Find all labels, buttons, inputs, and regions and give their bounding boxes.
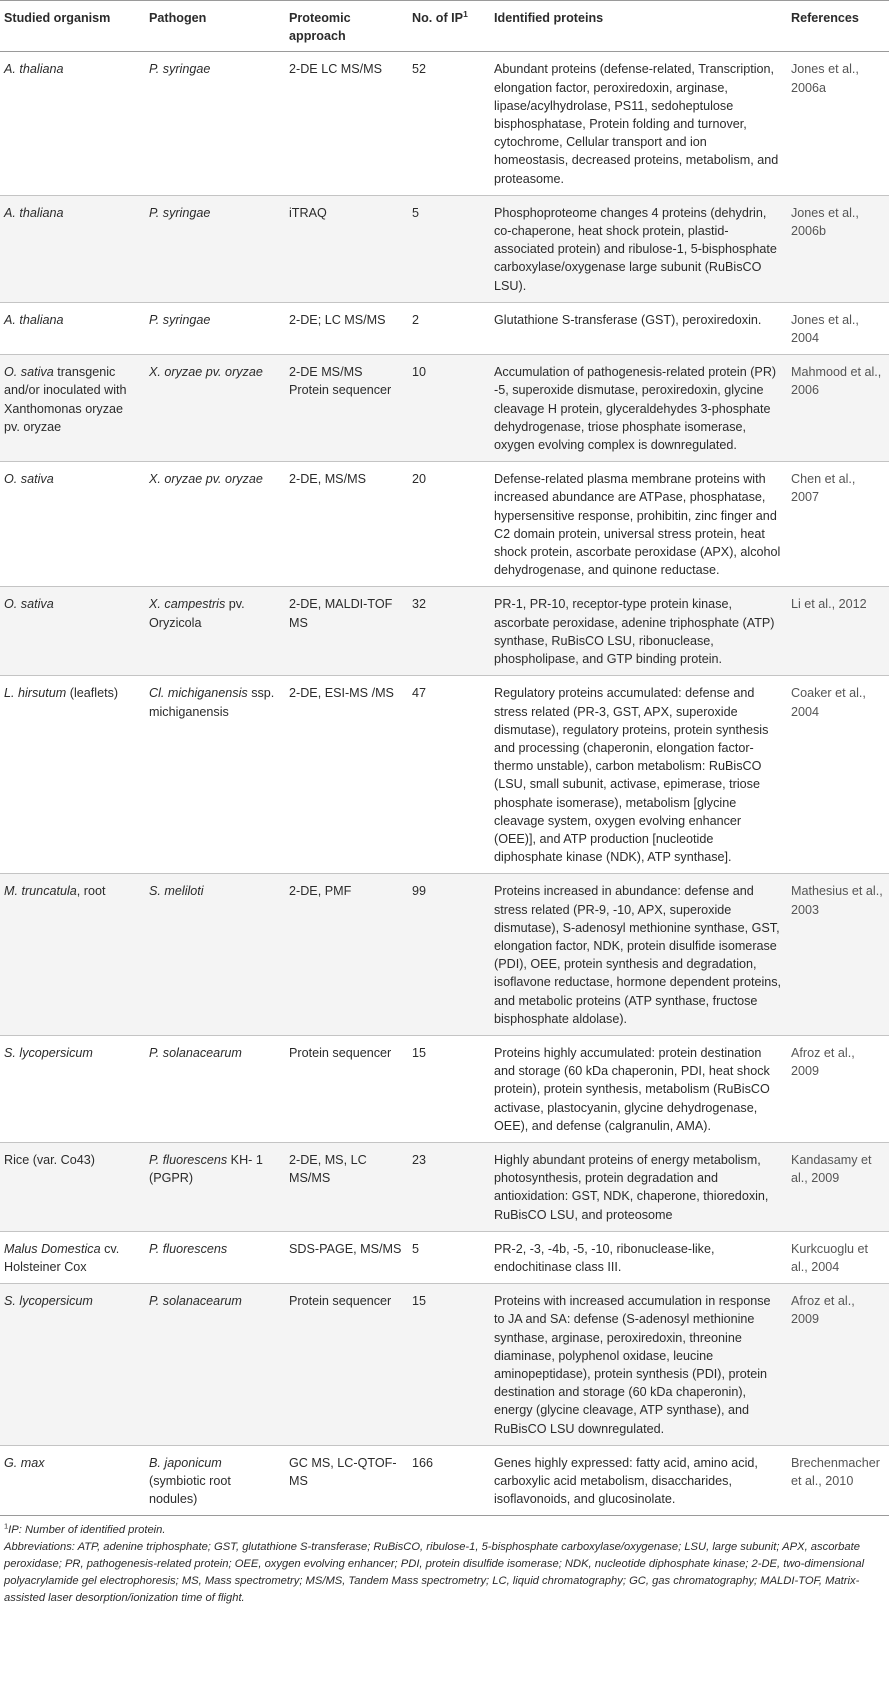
organism-cell (0, 355, 145, 462)
approach-text: 2-DE; LC MS/MS (289, 312, 386, 327)
table-row (0, 1142, 889, 1231)
table-row (0, 1284, 889, 1446)
table-row (0, 1231, 889, 1283)
pathogen-italic: X. campestris (149, 597, 226, 612)
proteins-cell (490, 1035, 787, 1142)
approach-cell (285, 52, 408, 195)
proteins-cell (490, 195, 787, 302)
pathogen-italic: P. syringae (149, 312, 211, 327)
organism-cell (0, 1142, 145, 1231)
pathogen-cell (145, 1284, 285, 1446)
proteins-cell (490, 1231, 787, 1283)
reference-text: Coaker et al., 2004 (791, 686, 866, 719)
pathogen-italic: X. oryzae pv. oryzae (149, 472, 263, 487)
pathogen-rest: ssp. michiganensis (149, 686, 275, 719)
header-approach: Proteomic approach (289, 11, 351, 44)
table-row (0, 302, 889, 354)
organism-italic: O. sativa (4, 597, 54, 612)
organism-cell (0, 1035, 145, 1142)
organism-rest: transgenic and/or inoculated with Xanthomonas oryzae pv. oryzae (4, 365, 127, 434)
reference-cell (787, 1035, 889, 1142)
ip-count-cell (408, 676, 490, 874)
approach-text: Protein sequencer (289, 1045, 392, 1060)
ip-count-cell (408, 1035, 490, 1142)
approach-text: SDS-PAGE, MS/MS (289, 1241, 402, 1256)
ip-count-cell (408, 52, 490, 195)
proteins-text: Defense-related plasma membrane proteins with increased abundance are ATPase, phosphatase, hypersensitive response, prohibitin, zinc finger and C2 domain protein, universal stress protein, heat shock protein, ascorbate peroxidase (APX), alcohol dehydrogenase, and quinone reductase. (494, 472, 781, 578)
ip-count-cell (408, 195, 490, 302)
approach-cell (285, 355, 408, 462)
ip-count: 23 (412, 1152, 427, 1167)
table-row (0, 195, 889, 302)
pathogen-cell (145, 462, 285, 587)
proteins-cell (490, 1445, 787, 1516)
proteins-cell (490, 1284, 787, 1446)
proteins-cell (490, 874, 787, 1036)
approach-cell (285, 302, 408, 354)
reference-text: Kurkcuoglu et al., 2004 (791, 1241, 869, 1274)
organism-italic: Malus Domestica (4, 1241, 101, 1256)
pathogen-rest: pv. Oryzicola (149, 597, 245, 630)
approach-text: GC MS, LC-QTOF-MS (289, 1455, 397, 1489)
ip-count: 99 (412, 884, 427, 899)
table-row (0, 355, 889, 462)
reference-text: Kandasamy et al., 2009 (791, 1152, 872, 1186)
ip-count: 47 (412, 686, 427, 701)
proteins-cell (490, 587, 787, 676)
approach-text: 2-DE, ESI-MS /MS (289, 686, 394, 701)
organism-italic: O. sativa (4, 365, 54, 380)
pathogen-cell (145, 1142, 285, 1231)
ip-count: 166 (412, 1455, 434, 1470)
organism-italic: O. sativa (4, 472, 54, 487)
header-proteins: Identified proteins (494, 11, 604, 25)
ip-count: 15 (412, 1294, 427, 1309)
approach-text: 2-DE LC MS/MS (289, 62, 383, 77)
organism-rest: , root (76, 884, 106, 899)
pathogen-cell (145, 587, 285, 676)
proteins-text: Regulatory proteins accumulated: defense and stress related (PR-3, GST, APX, superoxide dismutase), regulatory proteins, protein synthesis and processing (chaperonin, elongation factor-thermo unstable), carbon metabolism: RuBisCO (LSU, small subunit, activase, epimerase, triose phosphate isomerase), metabolism [glycine cleavage system, oxygen evolving enhancer (OEE)], and ATP production [nucleotide diphosphate kinase (NDK), ATP synthase]. (494, 686, 769, 865)
ip-count: 15 (412, 1045, 427, 1060)
organism-cell (0, 195, 145, 302)
pathogen-italic: P. fluorescens (149, 1241, 228, 1256)
proteins-cell (490, 355, 787, 462)
organism-italic: L. hirsutum (4, 686, 67, 701)
ip-count-cell (408, 302, 490, 354)
reference-text: Jones et al., 2004 (791, 312, 859, 346)
reference-cell (787, 587, 889, 676)
reference-text: Jones et al., 2006a (791, 62, 859, 95)
ip-count-cell (408, 1445, 490, 1516)
organism-italic: A. thaliana (4, 312, 64, 327)
pathogen-italic: P. fluorescens (149, 1152, 228, 1167)
reference-cell (787, 195, 889, 302)
proteins-text: Abundant proteins (defense-related, Transcription, elongation factor, peroxiredoxin, arginase, lipase/acylhydrolase, PS11, sedoheptulose bisphosphatase, Protein folding and turnover, cytochrome, Cellular transport and ion homeostasis, decreased proteins, metabolism, and proteasome. (494, 62, 779, 186)
table-header (0, 1, 889, 52)
organism-italic: S. lycopersicum (4, 1294, 93, 1309)
pathogen-cell (145, 52, 285, 195)
ip-count-cell (408, 1142, 490, 1231)
ip-count-cell (408, 462, 490, 587)
pathogen-cell (145, 355, 285, 462)
pathogen-italic: P. syringae (149, 62, 211, 77)
table-body (0, 52, 889, 1516)
pathogen-cell (145, 1231, 285, 1283)
header-organism: Studied organism (4, 11, 111, 25)
organism-cell (0, 874, 145, 1036)
table-row (0, 676, 889, 874)
organism-rest: cv. Holsteiner Cox (4, 1241, 120, 1274)
approach-cell (285, 462, 408, 587)
pathogen-italic: S. meliloti (149, 884, 204, 899)
organism-cell (0, 676, 145, 874)
pathogen-italic: Cl. michiganensis (149, 686, 248, 701)
proteins-cell (490, 462, 787, 587)
ip-count: 2 (412, 312, 420, 327)
ip-count-cell (408, 355, 490, 462)
organism-rest: (leaflets) (66, 686, 119, 701)
header-ip-superscript: 1 (463, 8, 468, 19)
organism-cell (0, 1445, 145, 1516)
approach-cell (285, 1231, 408, 1283)
pathogen-italic: B. japonicum (149, 1455, 222, 1470)
organism-cell (0, 462, 145, 587)
organism-cell (0, 1284, 145, 1446)
proteins-text: Proteins with increased accumulation in response to JA and SA: defense (S-adenosyl methionine synthase, arginase, peroxiredoxin, threonine diaminase, polyphenol oxidase, leucine aminopeptidase), protein synthesis (PDI), protein destination and storage (60 kDa chaperonin), energy (glycine cleavage, ATP synthase), and RuBisCO LSU downregulated. (494, 1294, 771, 1436)
table-row (0, 587, 889, 676)
ip-count-cell (408, 1284, 490, 1446)
proteins-text: Genes highly expressed: fatty acid, amino acid, carboxylic acid metabolism, disaccharides, isoflavonoids, and glucosinolate. (494, 1455, 758, 1507)
table-row (0, 874, 889, 1036)
reference-cell (787, 1231, 889, 1283)
organism-cell (0, 52, 145, 195)
approach-text: 2-DE, PMF (289, 884, 352, 899)
table-row (0, 1445, 889, 1516)
organism-italic: S. lycopersicum (4, 1045, 93, 1060)
pathogen-cell (145, 195, 285, 302)
reference-cell (787, 874, 889, 1036)
pathogen-italic: P. solanacearum (149, 1045, 242, 1060)
reference-cell (787, 302, 889, 354)
approach-cell (285, 1142, 408, 1231)
reference-text: Mathesius et al., 2003 (791, 884, 883, 917)
reference-text: Afroz et al., 2009 (791, 1045, 855, 1079)
reference-cell (787, 1445, 889, 1516)
table-row (0, 462, 889, 587)
pathogen-cell (145, 874, 285, 1036)
proteins-text: Phosphoproteome changes 4 proteins (dehydrin, co-chaperone, heat shock protein, plastid-associated protein) and ribulose-1, 5-bisphosphate carboxylase/oxygenase large subunit (RuBisCO LSU). (494, 205, 777, 293)
header-pathogen: Pathogen (149, 11, 207, 25)
organism-rest: Rice (var. Co43) (4, 1152, 95, 1167)
proteins-cell (490, 676, 787, 874)
ip-count: 32 (412, 597, 427, 612)
header-row (0, 1, 889, 52)
ip-count-cell (408, 1231, 490, 1283)
table-row (0, 1035, 889, 1142)
footnote-text: IP: Number of identified protein. (8, 1524, 166, 1537)
pathogen-rest: KH- 1 (PGPR) (149, 1152, 263, 1186)
proteins-cell (490, 1142, 787, 1231)
approach-text: 2-DE MS/MS Protein sequencer (289, 365, 392, 398)
proteins-cell (490, 52, 787, 195)
ip-count: 20 (412, 472, 427, 487)
organism-italic: A. thaliana (4, 62, 64, 77)
approach-cell (285, 874, 408, 1036)
approach-text: 2-DE, MALDI-TOF MS (289, 597, 393, 630)
approach-cell (285, 676, 408, 874)
reference-cell (787, 52, 889, 195)
pathogen-cell (145, 1445, 285, 1516)
pathogen-italic: P. solanacearum (149, 1294, 242, 1309)
table-row (0, 52, 889, 195)
reference-cell (787, 355, 889, 462)
proteins-text: Proteins highly accumulated: protein destination and storage (60 kDa chaperonin, PDI, heat shock protein), protein synthesis, metabolism (RuBisCO activase, plastocyanin, glycine dehydrogenase, OEE), and defense (calgranulin, AMA). (494, 1045, 770, 1133)
approach-cell (285, 1035, 408, 1142)
proteins-text: Glutathione S-transferase (GST), peroxiredoxin. (494, 312, 762, 327)
ip-count-cell (408, 874, 490, 1036)
proteins-text: PR-2, -3, -4b, -5, -10, ribonuclease-like, endochitinase class III. (494, 1241, 715, 1274)
organism-cell (0, 1231, 145, 1283)
reference-cell (787, 1142, 889, 1231)
ip-count: 5 (412, 1241, 420, 1256)
ip-count: 52 (412, 62, 427, 77)
pathogen-italic: P. syringae (149, 205, 211, 220)
organism-cell (0, 302, 145, 354)
approach-cell (285, 195, 408, 302)
abbreviations-note: Abbreviations: ATP, adenine triphosphate; GST, glutathione S-transferase; RuBisCO, ribulose-1, 5-bisphosphate carboxylase/oxygenase; LSU, large subunit; APX, ascorbate peroxidase; PR, pathogenesis-related protein; OEE, oxygen evolving enhancer; PDI, protein disulfide isomerase; NDK, nucleotide diphosphate kinase; 2-DE, two-dimensional polyacrylamide gel electrophoresis; MS, Mass spectrometry; MS/MS, Tandem Mass spectrometry; LC, liquid chromatography; GC, gas chromatography; MALDI-TOF, Matrix-assisted laser desorption/ionization time of flight. (4, 1541, 865, 1605)
proteins-text: Highly abundant proteins of energy metabolism, photosynthesis, protein degradation and antioxidation: GST, NDK, chaperone, thioredoxin, RuBisCO LSU, and proteosome (494, 1152, 769, 1222)
reference-text: Afroz et al., 2009 (791, 1294, 855, 1327)
header-references: References (791, 11, 859, 25)
approach-cell (285, 587, 408, 676)
ip-count-cell (408, 587, 490, 676)
proteins-text: PR-1, PR-10, receptor-type protein kinase, ascorbate peroxidase, adenine triphosphate (ATP) synthase, RuBisCO LSU, ribonuclease, phospholipase, and GTP binding protein. (494, 597, 775, 667)
reference-text: Brechenmacher et al., 2010 (791, 1455, 880, 1489)
organism-cell (0, 587, 145, 676)
organism-italic: A. thaliana (4, 205, 64, 220)
footnote-mark: 1 (4, 1521, 9, 1531)
approach-cell (285, 1284, 408, 1446)
pathogen-rest: (symbiotic root nodules) (149, 1474, 231, 1507)
header-ip (408, 1, 490, 52)
approach-text: 2-DE, MS, LC MS/MS (289, 1152, 367, 1186)
approach-cell (285, 1445, 408, 1516)
reference-text: Li et al., 2012 (791, 597, 867, 612)
approach-text: Protein sequencer (289, 1294, 392, 1309)
table-footnotes (0, 1516, 889, 1607)
proteins-text: Proteins increased in abundance: defense and stress related (PR-9, -10, APX, superoxide dismutase), S-adenosyl methionine synthase, GST, elongation factor, NDK, protein disulfide isomerase (PDI), OEE, protein synthesis and degradation, isoflavone reductase, hormone dependent proteins, and metabolic proteins (ATP synthase, fructose bisphosphate aldolase). (494, 884, 782, 1026)
ip-count: 10 (412, 365, 427, 380)
pathogen-cell (145, 1035, 285, 1142)
reference-text: Mahmood et al., 2006 (791, 365, 882, 398)
approach-text: iTRAQ (289, 205, 327, 220)
proteins-cell (490, 302, 787, 354)
header-ip-label: No. of IP (412, 11, 464, 25)
reference-cell (787, 676, 889, 874)
proteins-text: Accumulation of pathogenesis-related protein (PR) -5, superoxide dismutase, peroxiredoxin, glycine cleavage H protein, glyceraldehydes 3-phosphate dehydrogenase, triose phosphate isomerase, oxygen evolving complex is downregulated. (494, 365, 777, 453)
ip-count: 5 (412, 205, 420, 220)
approach-text: 2-DE, MS/MS (289, 472, 366, 487)
footnote-ip (4, 1522, 885, 1539)
reference-cell (787, 462, 889, 587)
pathogen-cell (145, 302, 285, 354)
organism-italic: G. max (4, 1455, 45, 1470)
pathogen-italic: X. oryzae pv. oryzae (149, 365, 263, 380)
reference-cell (787, 1284, 889, 1446)
reference-text: Chen et al., 2007 (791, 472, 856, 505)
pathogen-cell (145, 676, 285, 874)
organism-italic: M. truncatula (4, 884, 77, 899)
reference-text: Jones et al., 2006b (791, 205, 859, 239)
